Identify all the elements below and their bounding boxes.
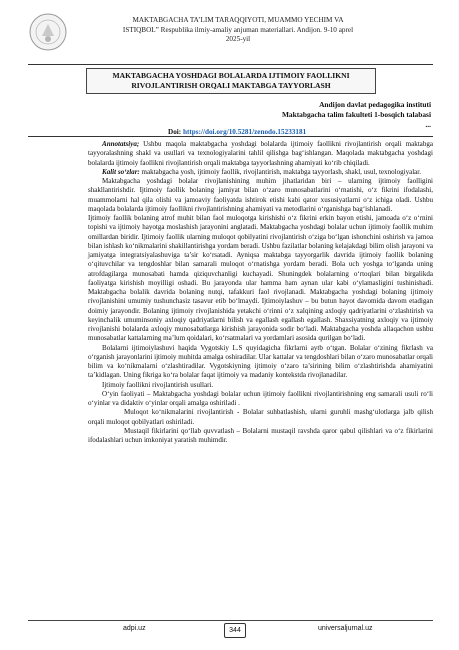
page-footer [28,620,433,644]
footer-divider [28,620,433,621]
faculty-name: Maktabgacha talim fakulteti 1-bosqich talabasi [281,110,431,119]
article-body [88,140,433,445]
header-line-3: 2025-yil [225,35,251,43]
article-title [86,68,376,94]
keywords-label: Kalit so‘zlar: [102,167,140,176]
institute-name: Andijon davlat pedagogika instituti [319,100,431,109]
title-line-1: MAKTABGACHA YOSHDAGI BOLALARDA IJTIMOIY FAOLLIKNI [112,71,350,80]
author-name: ... [425,120,431,129]
conference-logo [28,12,68,52]
conference-header [88,16,388,45]
header-line-1: MAKTABGACHA TA’LIM TARAQQIYOTI, MUAMMO YECHIM VA [132,16,344,24]
header-line-2: ISTIQBOL” Respublika ilmiy-amaliy anjuman materiallari. Andijon. 9-10 aprel [122,25,354,34]
paragraph: O‘yin faoliyati – Maktabgacha yoshdagi bolalar uchun ijtimoiy faollikni rivojlantirishning eng samarali usuli ro‘li o‘yinlar va didaktiv o‘yinlar orqali amalga oshiriladi . [88,389,433,407]
abstract-text: Ushbu maqola maktabgacha yoshdagi bolalarda ijtimoiy faollikni rivojlantirish orqali maktabga tayyoralashning shakl va usullari va texnologiyalarini tahlil qilishga bag‘ishlangan. Maqolada maktabgacha yoshdagi bolalarda ijtimoiy faollikni rivojlantirish orqali maktabga tayyorlashning ahamiyati ko‘rib chiqiladi. [88,140,433,167]
abstract [88,140,433,168]
footer-left-site: adpi.uz [123,625,146,632]
page-header [28,10,448,56]
section-heading: Ijtimoiy faollikni rivojlantirish usullari. [102,380,214,389]
paragraph: Mustaqil fikirlarini qo‘llab quvvatlash – Bolalarni mustaqil ravshda qaror qabul qilishlari va o‘z fikirlarini ifodalashlari uchun imkoniyat yaratish muhimdir. [88,426,433,444]
abstract-label: Annotatsiya; [102,140,140,148]
paragraph: Ijtimoiy faollik bolaning atrof muhit bilan faol muloqotga kirishishi o‘z fikrini erkin bayon etishi, jamoada o‘z o‘rnini topishi va ijtimoiy hayotga moslashish jarayonini anglatadi. Maktabgacha yoshdagi bolalar uchun ijtimoiy faollik muhim omillardan biridir. Ijtimoiy faollik ularning muloqot qobilyatini rivojlantirish o‘ziga bo‘lgan ishonchini oshirish va jamoa bilan ishlash ko‘nikmalarini shakillantirishga yordam beradi. Ushbu fazilatlar bolaning kelajakdagi bilim olish jarayoni va jamiyatga integratsiyalashuviga ta’sir ko‘rsatadi. Ayniqsa maktabga tayyorgarlik davrida ijtimoiy faollik bolaning o‘qituvchilar va tengdoshlar bilan samarali muloqot o‘rnatishga yordam beradi. Bola uch yoshga to‘lganda uning atrofdagilarga munosabati hamda qiziquvchanligi kuchayadi. Shuningdek bolalarning o‘rtoqlari bilan birgalikda faoliyatga kirishish moyilligi oshadi. Bu jarayonda ular hamma ham aynan ular kabi o‘ylamasligini tushinishadi. Maktabgacha bolalik davrida bolaning nutqi, tafakkuri faol rivojlanadi. Maktabgacha yoshdagi bolaning ijtimoiy rivojlanishini umumiy tushunchasiz tasavur etib bo‘lmaydi. Ijtimoiylashuv – bu butun hayot davomida davom etadigan doimiy jarayondir. Bolaning ijtimoiy rivojlanishida yetakchi o‘rinni o‘z xalqining axloqiy qadriyatlarini o‘zlashtirish va keyinchalik umuminsoniy axloqiy qadriyatlarni bilish va egallash egallash egallash. Shaxsiyatning axloqiy va ijtimoiy rivojlanishi bolalarda axloqiy munosabatlarga kirishish jarayonida sodir bo‘ladi. Maktabgacha yoshda allaqachon ushbu munosabatlar kattalarning ma’lum qoidalari, ko‘rsatmalari va yordamlari asosida qurilgan bo‘ladi. [88,214,433,343]
doi-label: Doi: [168,128,182,136]
doi-divider [28,136,433,137]
doi-link[interactable]: https://doi.org/10.5281/zenodo.15233181 [182,128,307,136]
doi-line [168,128,306,136]
paragraph: Bolalarni ijtimoiylashuvi haqida Vygotskiy L.S quyidagicha fikrlarni aytb o‘tgan. Bolalar o‘zining fikrlash va o‘rganish jarayonlarini ijtimoiy muhitda amalga oshiradilar. Ular kattalar va tengdoshlari bilan o‘zaro munosabatlar orqali bilim va ko‘nikmalarni o‘zlashtiradilar. Vygotskiyning ijtimoiy o‘zaro ta’sirining bilim o‘zlashtirishda ahamiyatini ta’kidlagan. Uning fikriga ko‘ra bolalar faqat ijtimoiy va madaniy kontekstda rivojlanadilar. [88,343,433,380]
header-divider [28,64,433,65]
paragraph: Muloqot ko‘nikmalarini rivojlantirish - Bolalar suhbatlashish, ularni guruhli mashg‘ulotlarga jalb qilish orqali muloqot qobilyatlari oshiriladi. [88,408,433,426]
title-line-2: RIVOJLANTIRISH ORQALI MAKTABGA TAYYORLASH [131,81,331,90]
author-block [282,100,431,130]
keywords [88,168,433,177]
keywords-text: maktabgacha yosh, ijtimoiy faollik, rivojlantirish, maktabga tayyorlash, shakl, usul, texnologiyalar. [139,167,422,176]
page-number: 344 [224,623,246,638]
paragraph: Maktabgacha yoshdagi bolalar rivojlanishining muhim jihatlaridan biri – ularning ijtimoiy faolligini shakllantirishdir. Ijtimoiy faollik bolaning jamiyat bilan o‘zaro munosabatlarini o‘rnatishi, o‘z fikrini ifodalashi, muammolarni hal qila olishi va jamoaviy faoliyatda ishtirok etishi kabi qator xususiyatlarni o‘z ichiga oladi. Ushbu maqolada bolalarda ijtimoiy faollikni rivojlantirishning ahamiyati va metodlarini o‘rganishga bag‘ishlanadi. [88,177,433,213]
footer-right-site: universaljurnal.uz [318,625,373,632]
